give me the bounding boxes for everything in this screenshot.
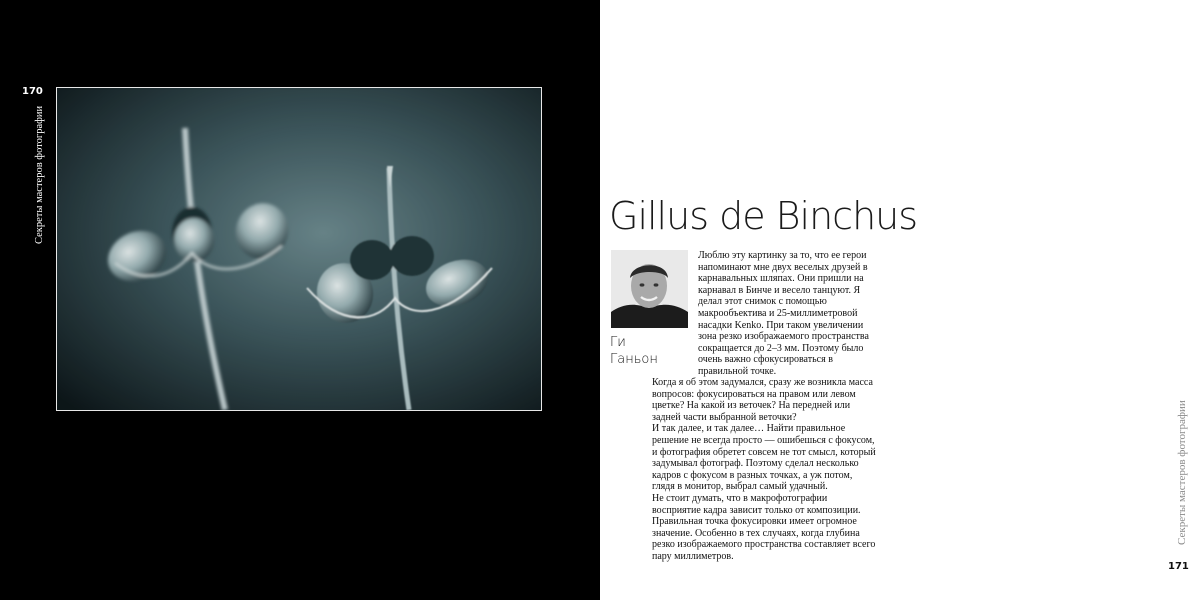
intro-text: Люблю эту картинку за то, что ее герои напоминают мне двух веселых друзей в карнавальных шляпах. Они пришли на карнавал в Бинче и весело танцуют. Я делал этот снимок с помощью макрообъектива и 25-миллиметровой насадки Kenko. При таком увеличении зона резко изображаемого пространства сокращается до 2–3 мм. Поэтому было очень важно сфокусироваться в правильной точке. — [698, 250, 869, 377]
author-name — [610, 334, 670, 368]
running-head-right — [1176, 385, 1190, 545]
author-last-name: Ганьон — [610, 352, 658, 367]
page-number-right: 171 — [1168, 561, 1189, 572]
article-body — [652, 377, 877, 563]
page-number-left: 170 — [22, 86, 43, 97]
author-portrait — [611, 250, 688, 328]
article-title: Gillus de Binchus — [609, 194, 918, 238]
photo-illustration — [57, 88, 541, 410]
running-head-right-text: Секреты мастеров фотографии — [1176, 400, 1188, 545]
portrait-illustration — [611, 250, 688, 328]
running-head-left — [34, 104, 46, 244]
author-first-name: Ги — [610, 335, 626, 350]
body-paragraph-2: И так далее, и так далее… Найти правильное решение не всегда просто — ошибешься с фокусом, и фотография обретет совсем не тот смысл, который задумывал фотограф. Поэтому сделал несколько кадров с фокусом в разных точках, а уж потом, глядя в монитор, выбрал самый удачный. — [652, 423, 876, 493]
intro-paragraph — [698, 250, 878, 378]
body-paragraph-1: Когда я об этом задумался, сразу же возникла масса вопросов: фокусироваться на правом или левом цветке? На какой из веточек? На передней или задней части выбранной веточки? — [652, 377, 873, 423]
macro-flower-photo — [56, 87, 542, 411]
body-paragraph-3: Не стоит думать, что в макрофотографии восприятие кадра зависит только от композиции. Правильная точка фокусировки имеет огромное значение. Особенно в тех случаях, когда глубина резко изображаемого пространства составляет всего пару миллиметров. — [652, 492, 876, 562]
running-head-left-text: Секреты мастеров фотографии — [34, 105, 45, 244]
